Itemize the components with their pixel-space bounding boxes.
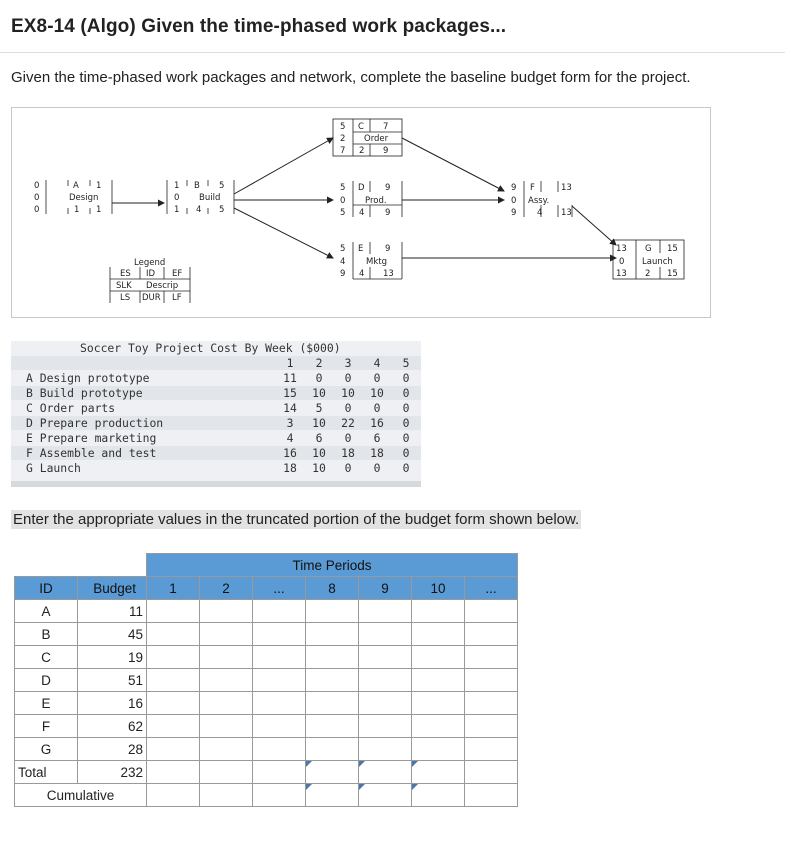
cost-cell: 0: [402, 446, 410, 460]
budget-period-cell: [200, 738, 253, 761]
budget-period-cell: [253, 738, 306, 761]
cost-row-label: B Build prototype: [26, 386, 143, 400]
svg-text:4: 4: [196, 205, 202, 215]
cost-row-label: G Launch: [26, 461, 81, 475]
budget-row-id: D: [15, 669, 78, 692]
node-e: [340, 242, 402, 279]
arrow-c-f: [402, 138, 504, 191]
cost-cell: 10: [312, 461, 326, 475]
budget-row: [15, 715, 518, 738]
budget-row-value: 16: [78, 692, 147, 715]
week-header: 4: [373, 356, 381, 370]
period-9-header: 9: [359, 577, 412, 600]
budget-period-cell: [359, 646, 412, 669]
cost-cell: 6: [373, 431, 381, 445]
instruction-text: Enter the appropriate values in the truncated portion of the budget form shown below.: [13, 511, 580, 528]
cost-cell: 18: [370, 446, 384, 460]
cost-cell: 11: [283, 371, 297, 385]
budget-period-cell: [359, 623, 412, 646]
svg-text:9: 9: [385, 244, 391, 254]
budget-period-cell: [200, 715, 253, 738]
svg-text:7: 7: [383, 122, 389, 132]
svg-text:1: 1: [74, 205, 80, 215]
budget-period-cell: [359, 715, 412, 738]
svg-text:2: 2: [645, 269, 651, 279]
id-header: ID: [15, 577, 78, 600]
cost-row-label: F Assemble and test: [26, 446, 157, 460]
svg-text:Assy.: Assy.: [528, 196, 550, 206]
svg-text:F: F: [530, 183, 535, 193]
budget-period-cell: [359, 600, 412, 623]
svg-text:Prod.: Prod.: [365, 196, 387, 206]
svg-text:EF: EF: [172, 269, 183, 279]
budget-period-cell: [306, 669, 359, 692]
cost-row-label: A Design prototype: [26, 371, 150, 385]
cost-cell: 0: [344, 461, 352, 475]
cumulative-row: [15, 784, 518, 807]
svg-text:13: 13: [616, 269, 627, 279]
budget-period-cell: [412, 738, 465, 761]
budget-period-cell: [200, 669, 253, 692]
period-10-header: 10: [412, 577, 465, 600]
node-f: [511, 181, 572, 218]
svg-text:15: 15: [667, 244, 678, 254]
svg-text:0: 0: [34, 205, 40, 215]
cost-cell: 0: [402, 461, 410, 475]
cost-cell: 0: [373, 401, 381, 415]
budget-row-value: 11: [78, 600, 147, 623]
budget-row: [15, 692, 518, 715]
cost-cell: 3: [286, 416, 294, 430]
budget-period-cell: [200, 692, 253, 715]
svg-text:9: 9: [385, 208, 391, 218]
budget-period-cell: [306, 738, 359, 761]
svg-text:ES: ES: [120, 269, 131, 279]
svg-text:4: 4: [340, 257, 346, 267]
budget-period-cell: [253, 623, 306, 646]
cost-cell: 4: [286, 431, 294, 445]
svg-text:1: 1: [96, 181, 102, 191]
svg-text:9: 9: [385, 183, 391, 193]
svg-text:C: C: [358, 122, 364, 132]
budget-period-cell: [253, 715, 306, 738]
budget-row: [15, 623, 518, 646]
budget-row: [15, 669, 518, 692]
budget-row-id: F: [15, 715, 78, 738]
budget-period-cell: [147, 669, 200, 692]
cost-cell: 18: [341, 446, 355, 460]
intro-text: Given the time-phased work packages and network, complete the baseline budget form for the project.: [11, 69, 691, 86]
svg-text:0: 0: [619, 257, 625, 267]
budget-period-cell: [253, 692, 306, 715]
budget-row-id: A: [15, 600, 78, 623]
svg-text:5: 5: [340, 183, 346, 193]
budget-period-cell: [147, 715, 200, 738]
svg-text:2: 2: [340, 134, 346, 144]
svg-text:0: 0: [511, 196, 517, 206]
cost-cell: 0: [402, 401, 410, 415]
budget-period-cell: [412, 623, 465, 646]
node-d: [340, 181, 402, 218]
budget-period-cell: [147, 623, 200, 646]
svg-text:Order: Order: [364, 134, 389, 144]
period-2-header: 2: [200, 577, 253, 600]
svg-text:0: 0: [34, 193, 40, 203]
budget-period-cell: [306, 600, 359, 623]
svg-text:13: 13: [561, 208, 572, 218]
title-divider: [0, 52, 785, 53]
budget-period-cell: [412, 715, 465, 738]
budget-period-cell: [306, 623, 359, 646]
budget-period-cell: [359, 738, 412, 761]
cost-cell: 10: [312, 416, 326, 430]
cost-cell: 0: [373, 461, 381, 475]
network-diagram: [11, 107, 711, 318]
week-header: 2: [315, 356, 323, 370]
svg-text:D: D: [358, 183, 365, 193]
cost-cell: 10: [312, 386, 326, 400]
svg-text:LS: LS: [120, 293, 131, 303]
svg-text:5: 5: [219, 205, 225, 215]
budget-period-cell: [465, 669, 518, 692]
cost-cell: 16: [283, 446, 297, 460]
week-header: 1: [286, 356, 294, 370]
period-1-header: 1: [147, 577, 200, 600]
svg-text:4: 4: [359, 269, 365, 279]
budget-row-value: 19: [78, 646, 147, 669]
budget-header: Budget: [78, 577, 147, 600]
week-header: 5: [402, 356, 410, 370]
budget-period-cell: [147, 692, 200, 715]
budget-period-cell: [412, 669, 465, 692]
svg-text:7: 7: [340, 146, 346, 156]
arrow-f-g: [572, 206, 616, 245]
svg-text:9: 9: [511, 208, 517, 218]
cost-cell: 15: [283, 386, 297, 400]
budget-period-cell: [253, 669, 306, 692]
budget-period-cell: [200, 623, 253, 646]
cost-cell: 0: [344, 401, 352, 415]
svg-text:E: E: [358, 244, 364, 254]
network-legend: [110, 258, 190, 303]
cost-cell: 0: [402, 371, 410, 385]
svg-text:13: 13: [616, 244, 627, 254]
budget-period-cell: [200, 646, 253, 669]
svg-text:9: 9: [511, 183, 517, 193]
total-row: [15, 761, 518, 784]
svg-text:Launch: Launch: [642, 257, 673, 267]
svg-text:4: 4: [359, 208, 365, 218]
cumulative-period-9-input[interactable]: [359, 784, 412, 807]
period-8-header: 8: [306, 577, 359, 600]
node-g: [613, 240, 684, 279]
cost-cell: 5: [315, 401, 323, 415]
svg-text:Design: Design: [69, 193, 99, 203]
time-periods-header: Time Periods: [147, 554, 518, 577]
budget-row-value: 45: [78, 623, 147, 646]
budget-row: [15, 600, 518, 623]
cost-row-label: C Order parts: [26, 401, 116, 415]
budget-period-cell: [465, 623, 518, 646]
budget-period-cell: [359, 692, 412, 715]
cost-row-label: D Prepare production: [26, 416, 164, 430]
cost-cell: 10: [341, 386, 355, 400]
cost-cell: 0: [315, 371, 323, 385]
budget-period-cell: [253, 646, 306, 669]
budget-period-cell: [359, 669, 412, 692]
budget-row: [15, 646, 518, 669]
cost-cell: 18: [283, 461, 297, 475]
week-header: 3: [344, 356, 352, 370]
budget-period-cell: [465, 692, 518, 715]
svg-text:13: 13: [383, 269, 394, 279]
budget-period-cell: [465, 600, 518, 623]
svg-text:5: 5: [340, 122, 346, 132]
arrow-b-e: [234, 208, 333, 258]
node-a: [34, 180, 112, 215]
budget-row-id: C: [15, 646, 78, 669]
node-c: [333, 119, 402, 156]
cost-row-label: E Prepare marketing: [26, 431, 157, 445]
svg-text:5: 5: [219, 181, 225, 191]
svg-text:G: G: [645, 244, 652, 254]
total-value: 232: [78, 761, 147, 784]
budget-period-cell: [412, 600, 465, 623]
cost-cell: 0: [344, 431, 352, 445]
svg-text:5: 5: [340, 208, 346, 218]
svg-text:Descrip: Descrip: [146, 281, 179, 291]
cost-cell: 0: [402, 431, 410, 445]
cost-cell: 22: [341, 416, 355, 430]
cost-cell: 0: [402, 416, 410, 430]
budget-form: [14, 553, 518, 807]
cost-cell: 0: [344, 371, 352, 385]
cost-cell: 0: [373, 371, 381, 385]
total-period-10-input[interactable]: [412, 761, 465, 784]
budget-row-id: B: [15, 623, 78, 646]
period-gap-header: ...: [253, 577, 306, 600]
budget-period-cell: [147, 646, 200, 669]
svg-text:A: A: [73, 181, 79, 191]
svg-text:0: 0: [174, 193, 180, 203]
svg-text:ID: ID: [146, 269, 156, 279]
svg-text:0: 0: [340, 196, 346, 206]
budget-period-cell: [147, 738, 200, 761]
budget-period-cell: [147, 600, 200, 623]
cost-cell: 0: [402, 386, 410, 400]
budget-period-cell: [412, 692, 465, 715]
budget-period-cell: [306, 692, 359, 715]
svg-text:DUR: DUR: [142, 293, 161, 303]
cost-by-week-table: [11, 341, 421, 487]
svg-text:9: 9: [340, 269, 346, 279]
svg-text:2: 2: [359, 146, 365, 156]
cost-cell: 16: [370, 416, 384, 430]
period-gap-header: ...: [465, 577, 518, 600]
budget-period-cell: [465, 646, 518, 669]
budget-row-id: E: [15, 692, 78, 715]
budget-period-cell: [465, 715, 518, 738]
svg-text:B: B: [194, 181, 200, 191]
svg-text:Legend: Legend: [134, 258, 166, 268]
total-label: Total: [15, 761, 78, 784]
budget-period-cell: [306, 646, 359, 669]
budget-row-value: 28: [78, 738, 147, 761]
cost-cell: 10: [312, 446, 326, 460]
svg-text:0: 0: [34, 181, 40, 191]
total-period-9-input[interactable]: [359, 761, 412, 784]
cumulative-period-8-input[interactable]: [306, 784, 359, 807]
svg-text:Mktg: Mktg: [366, 257, 387, 267]
budget-row-id: G: [15, 738, 78, 761]
budget-period-cell: [412, 646, 465, 669]
svg-text:4: 4: [537, 208, 543, 218]
budget-row-value: 62: [78, 715, 147, 738]
total-period-8-input[interactable]: [306, 761, 359, 784]
cost-table-title: Soccer Toy Project Cost By Week ($000): [80, 341, 341, 355]
node-b: [167, 180, 234, 215]
cumulative-period-10-input[interactable]: [412, 784, 465, 807]
svg-text:LF: LF: [172, 293, 182, 303]
page-title: EX8-14 (Algo) Given the time-phased work packages...: [11, 16, 507, 37]
budget-period-cell: [306, 715, 359, 738]
svg-text:15: 15: [667, 269, 678, 279]
cost-cell: 14: [283, 401, 297, 415]
budget-row: [15, 738, 518, 761]
svg-text:1: 1: [174, 205, 180, 215]
svg-text:13: 13: [561, 183, 572, 193]
svg-text:1: 1: [174, 181, 180, 191]
budget-period-cell: [200, 600, 253, 623]
svg-text:SLK: SLK: [116, 281, 132, 291]
budget-period-cell: [253, 600, 306, 623]
svg-text:9: 9: [383, 146, 389, 156]
cost-cell: 6: [315, 431, 323, 445]
cost-cell: 10: [370, 386, 384, 400]
budget-row-value: 51: [78, 669, 147, 692]
svg-text:Build: Build: [199, 193, 221, 203]
cumulative-label: Cumulative: [15, 784, 147, 807]
arrow-b-c: [234, 138, 333, 194]
svg-text:5: 5: [340, 244, 346, 254]
svg-text:1: 1: [96, 205, 102, 215]
budget-period-cell: [465, 738, 518, 761]
